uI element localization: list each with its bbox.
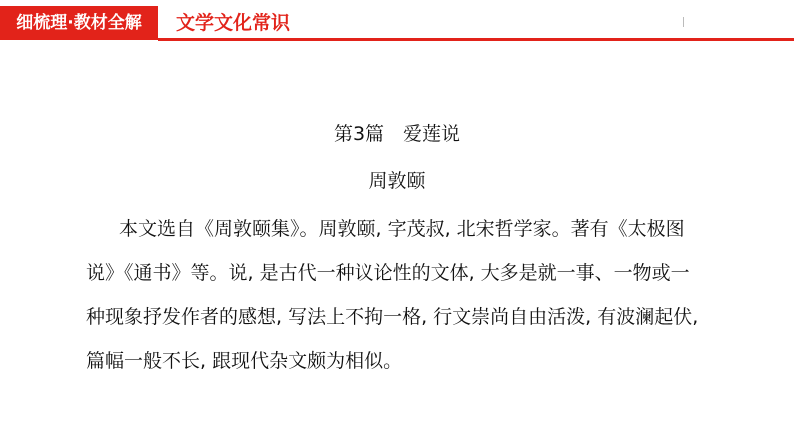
section-tag: 细梳理·教材全解 (0, 6, 158, 40)
paragraph-line: 种现象抒发作者的感想, 写法上不拘一格, 行文崇尚自由活泼, 有波澜起伏, (86, 306, 699, 328)
article-title: 第3篇 爱莲说 (333, 123, 461, 145)
paragraph-line: 说》《通书》等。说, 是古代一种议论性的文体, 大多是就一事、一物或一 (86, 262, 690, 284)
section-title: 文学文化常识 (176, 12, 291, 34)
article-author: 周敦颐 (368, 170, 426, 192)
paragraph-line: 篇幅一般不长, 跟现代杂文颇为相似。 (86, 350, 403, 372)
slide-header (0, 0, 794, 42)
header-tick-mark (683, 17, 684, 27)
header-divider (158, 38, 794, 41)
paragraph-line: 本文选自《周敦颐集》。周敦颐, 字茂叔, 北宋哲学家。著有《太极图 (119, 218, 685, 240)
